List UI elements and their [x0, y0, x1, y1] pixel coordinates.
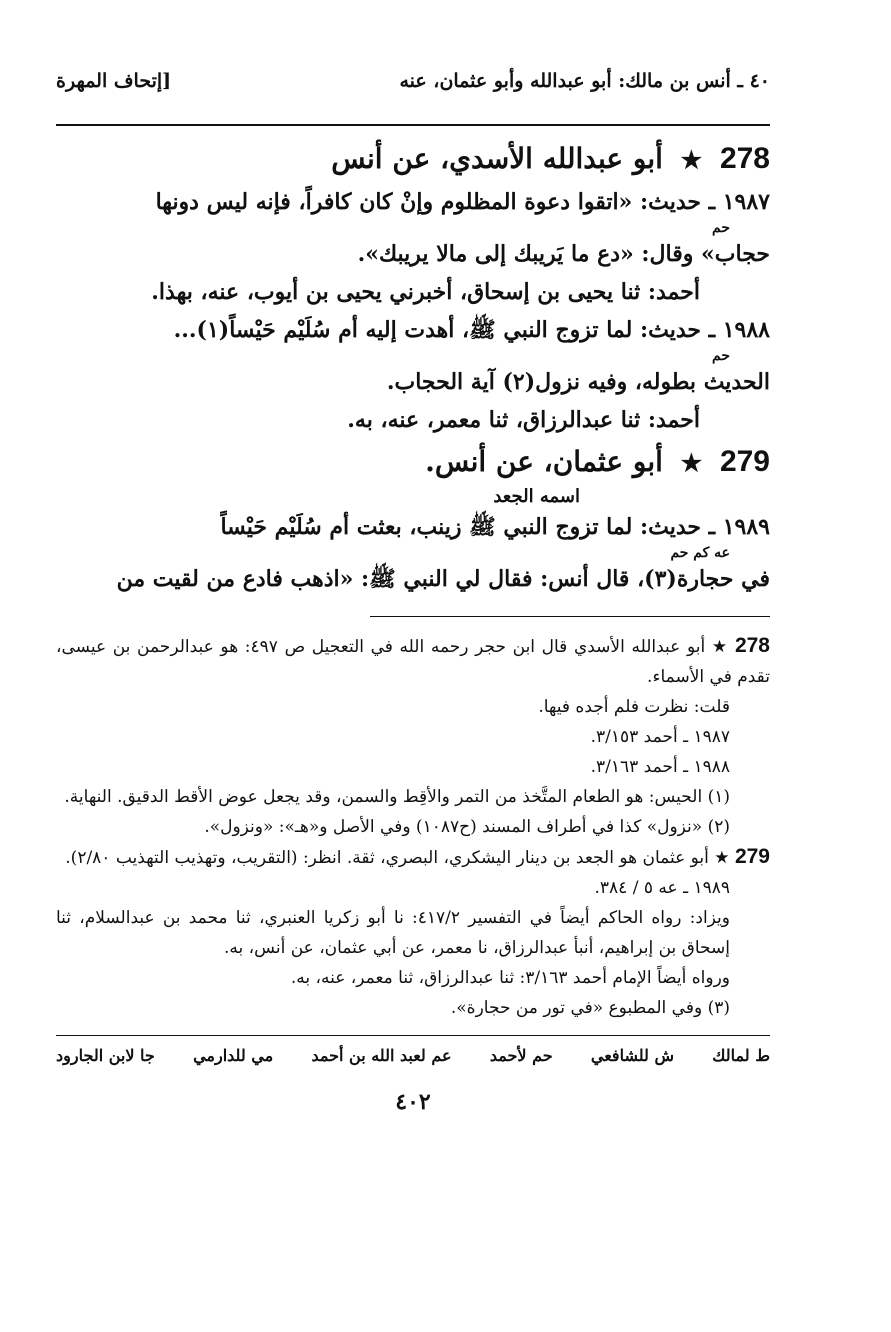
- narrator-heading: [56, 136, 770, 183]
- main-text: [56, 136, 770, 598]
- margin-gloss: اسمه الجعد: [493, 486, 580, 507]
- footnote: ١٩٨٩ ـ عه ٥ / ٣٨٤.: [594, 878, 730, 898]
- footnote: (١) الحيس: هو الطعام المتَّخذ من التمر والأقِط والسمن، وقد يجعل عوض الأقط الدقيق. النهاية.: [64, 787, 730, 807]
- star-icon: ★: [680, 448, 703, 477]
- narrator-title: أبو عبدالله الأسدي، عن أنس: [331, 142, 663, 175]
- footnote-entry-number: 278: [734, 634, 770, 657]
- entry-number: 279: [719, 445, 770, 478]
- star-icon: ★: [680, 145, 703, 174]
- header-chapter-title: ٤٠ ـ أنس بن مالك: أبو عبدالله وأبو عثمان، عنه: [399, 70, 770, 92]
- hadith-text: ١٩٨٩ ـ حديث: لما تزوج النبي ﷺ زينب، بعثت أم سُلَيْم حَيْساً: [220, 514, 770, 540]
- page-number: ٤٠٢: [395, 1089, 431, 1115]
- narrator-heading: [56, 439, 770, 486]
- footnote-text: أبو عبدالله الأسدي قال ابن حجر رحمه الله في التعجيل ص ٤٩٧: هو عبدالرحمن بن عيسى، تقدم في الأسماء.: [56, 637, 770, 687]
- narrator-title: أبو عثمان، عن أنس.: [425, 445, 663, 478]
- hadith-text: ١٩٨٨ ـ حديث: لما تزوج النبي ﷺ، أهدت إليه أم سُلَيْم حَيْساً(١)...: [173, 317, 770, 343]
- header-divider: [56, 124, 770, 126]
- entry-number: 278: [719, 142, 770, 175]
- abbreviations-divider: [56, 1035, 770, 1036]
- running-header: [56, 70, 770, 110]
- isnad-line: أحمد: ثنا يحيى بن إسحاق، أخبرني يحيى بن أيوب، عنه، بهذا.: [151, 279, 700, 305]
- abbreviation: عم لعبد الله بن أحمد: [311, 1046, 452, 1065]
- abbreviation: مي للدارمي: [193, 1046, 274, 1065]
- footnotes: [56, 631, 770, 1023]
- star-icon: ★: [711, 637, 729, 657]
- hadith-text: الحديث بطوله، وفيه نزول(٢) آية الحجاب.: [386, 369, 770, 395]
- abbreviation: حم لأحمد: [489, 1046, 553, 1065]
- footnote-entry-number: 279: [734, 845, 770, 868]
- star-icon: ★: [714, 848, 730, 868]
- isnad-line: أحمد: ثنا عبدالرزاق، ثنا معمر، عنه، به.: [347, 407, 700, 433]
- abbreviation: ش للشافعي: [590, 1046, 674, 1065]
- footnote: ١٩٨٨ ـ أحمد ٣/١٦٣.: [590, 757, 730, 777]
- source-marker: عه كم حم: [670, 545, 730, 561]
- footnote-divider: [370, 616, 770, 617]
- footnote: [56, 631, 770, 692]
- abbreviation: ط لمالك: [712, 1046, 770, 1065]
- document-page: [56, 70, 770, 1310]
- footnote: قلت: نظرت فلم أجده فيها.: [538, 697, 730, 717]
- footnote: [56, 842, 770, 873]
- footnote: ويزاد: رواه الحاكم أيضاً في التفسير ٤١٧/٢: نا أبو زكريا العنبري، ثنا محمد بن عبدالسلام، ثنا إسحاق بن إبراهيم، أنبأ عبدالرزاق، نا معمر، عن أبي عثمان، عن أنس، به.: [56, 908, 730, 958]
- source-marker: حم: [712, 220, 730, 236]
- footnote: (٢) «نزول» كذا في أطراف المسند (ح١٠٨٧) وفي الأصل و«هـ»: «ونزول».: [204, 817, 730, 837]
- footnote: ١٩٨٧ ـ أحمد ٣/١٥٣.: [590, 727, 730, 747]
- source-marker: حم: [712, 348, 730, 364]
- header-book-title: [إتحاف المهرة: [56, 70, 172, 92]
- abbreviations-legend: [56, 1046, 770, 1065]
- footnote-text: أبو عثمان هو الجعد بن دينار اليشكري، البصري، ثقة. انظر: (التقريب، وتهذيب التهذيب ٢/٨٠).: [65, 848, 709, 868]
- abbreviation: جا لابن الجارود: [56, 1046, 155, 1065]
- footnote: ورواه أيضاً الإمام أحمد ٣/١٦٣: ثنا عبدالرزاق، ثنا معمر، عنه، به.: [290, 968, 730, 988]
- hadith-text: حجاب» وقال: «دع ما يَريبك إلى مالا يريبك».: [357, 241, 770, 267]
- footnote: (٣) وفي المطبوع «في تور من حجارة».: [450, 998, 730, 1018]
- hadith-text: في حجارة(٣)، قال أنس: فقال لي النبي ﷺ: «اذهب فادع من لقيت من: [116, 566, 770, 592]
- hadith-text: ١٩٨٧ ـ حديث: «اتقوا دعوة المظلوم وإنْ كان كافراً، فإنه ليس دونها: [155, 189, 770, 215]
